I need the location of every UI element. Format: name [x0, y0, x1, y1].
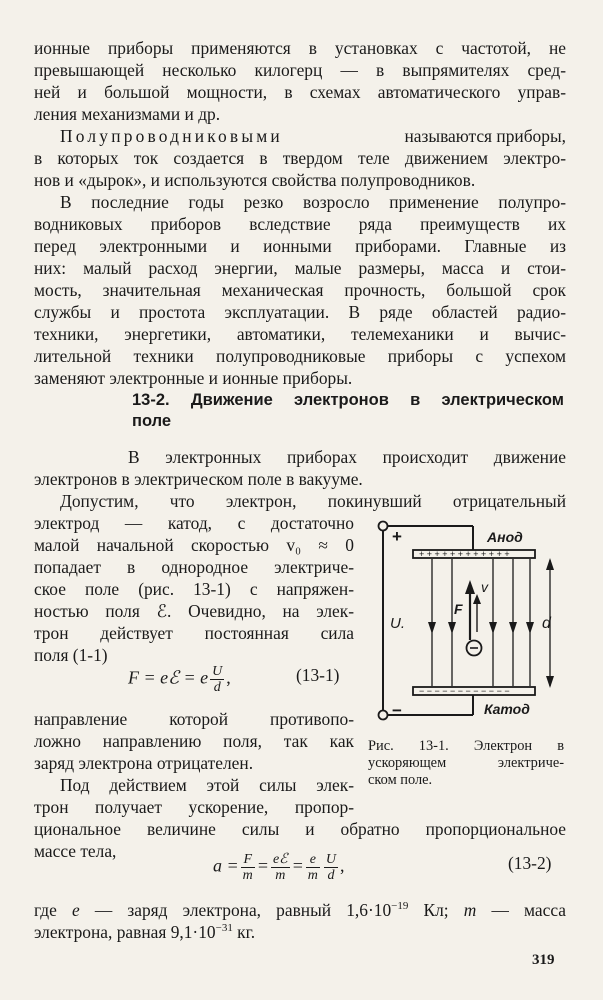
fraction-denominator: d [327, 868, 335, 883]
text-line: направление которой противопо- [34, 709, 354, 729]
text-line: В электронных приборах происходит движение [128, 447, 566, 467]
voltage-label: U. [390, 615, 405, 632]
text-line: них: малый расход энергии, малые размеры, масса и стои- [34, 258, 566, 278]
equation-13-1 [128, 664, 231, 695]
figure-electron-field [370, 510, 570, 735]
text-run: Кл; [408, 899, 464, 920]
text-line: ностью поля ℰ. Очевидно, на элек- [34, 601, 354, 621]
text-line: циональное величине силы и обратно пропорциональное [34, 819, 566, 839]
field-arrowheads [428, 622, 534, 634]
text-line: ней и большой мощности, в схемах автоматического управ- [34, 82, 566, 102]
minus-label: − [392, 701, 402, 720]
svg-text:− − − − − − − − − − − −: − − − − − − − − − − − − [419, 686, 510, 696]
text-line: превышающей несколько килогерц — в выпрямителях сред- [34, 60, 566, 80]
text-run: где [34, 899, 72, 920]
definition-rest: называются приборы, [404, 126, 566, 146]
fraction [324, 852, 338, 883]
text-run: — заряд электрона, равный 1,6·10 [79, 899, 392, 920]
text-line: нов и «дырок», и используются свойства полупроводников. [34, 170, 476, 190]
fraction-denominator: m [275, 868, 286, 883]
section-heading: 13-2. Движение электронов в электрическом [132, 391, 564, 409]
distance-label: d [542, 615, 551, 632]
electron-group [465, 580, 482, 656]
cathode-label: Катод [484, 701, 530, 717]
text-line: перед электронными и ионными приборами. Главные из [34, 236, 566, 256]
exponent: −19 [391, 900, 409, 912]
fraction-denominator: d [213, 680, 221, 695]
equation-13-2: a = $\frac{F}{m}$ = $\frac{\text{eℰ}}{m}$ = $\frac{e}{m}$ $\frac{U}{d}$ , [213, 852, 345, 883]
anode-label: Анод [487, 529, 523, 545]
fraction-numerator: eℰ [272, 852, 288, 867]
text-line: мость, значительная механическая прочность, большой срок [34, 280, 566, 300]
text-line: ления механизмами и др. [34, 104, 221, 124]
plus-label: + [392, 527, 402, 546]
text-line: электронов в электрическом поле в вакууме. [34, 469, 363, 489]
text-line: в которых ток создается в твердом теле движением электро- [34, 148, 566, 168]
fraction [241, 852, 255, 883]
force-arrowhead [465, 580, 475, 594]
equation-number: (13-2) [508, 853, 552, 873]
text-run: электрона, равная 9,1·10 [34, 921, 216, 942]
spaced-term: Полупроводниковыми [60, 126, 283, 146]
equation-number: (13-1) [296, 665, 340, 685]
figure-caption-line: ускоряющем электриче- [368, 755, 564, 771]
equation-lhs: F = eℰ = e [128, 667, 209, 688]
text-line: техники, энергетики, автоматики, телемеханики и вычис- [34, 324, 566, 344]
text-line: заменяют электронные и ионные приборы. [34, 368, 353, 388]
velocity-label: v [481, 579, 488, 595]
text-line: лительной техники полупроводниковые приборы с успехом [34, 346, 566, 366]
figure-caption-line: ском поле. [368, 772, 433, 788]
text-line: трон получает ускорение, пропор- [34, 797, 354, 817]
symbol-e: e [71, 899, 80, 920]
fraction-numerator: e [306, 852, 320, 868]
fraction [306, 852, 320, 883]
fraction [210, 664, 224, 695]
text-line: трон действует постоянная сила [34, 623, 354, 643]
text-line: службы и простота эксплуатации. В ряде областей радио- [34, 302, 566, 322]
velocity-arrowhead [473, 594, 481, 604]
terminal-plus [379, 522, 388, 531]
text-line: попадает в однородное электриче- [34, 557, 354, 577]
section-heading-cont: поле [132, 412, 172, 430]
fraction-numerator: F [241, 852, 255, 868]
text-line: Под действием этой силы элек- [60, 775, 354, 795]
text-line: В последние годы резко возросло применение полупро- [60, 192, 566, 212]
definition-first-line [60, 126, 566, 146]
fraction-numerator: U [212, 664, 223, 679]
constants-line-2 [34, 918, 566, 942]
exponent: −31 [215, 922, 233, 934]
text-line: ложно направлению поля, так как [34, 731, 354, 751]
force-label: F [454, 601, 463, 617]
fraction-denominator: m [242, 868, 253, 883]
text-line: ское поле (рис. 13-1) с напряжен- [34, 579, 354, 599]
text-run: — масса [476, 899, 566, 920]
text-line: электрод — катод, с достаточно [34, 513, 354, 533]
text-run: кг. [232, 921, 256, 942]
equation-lhs: a = [213, 855, 239, 876]
svg-text:+ + + + + + + + + + + +: + + + + + + + + + + + + [419, 549, 510, 559]
figure-caption-line: Рис. 13-1. Электрон в [368, 738, 564, 754]
text-line: поля (1-1) [34, 645, 108, 665]
text-line: Допустим, что электрон, покинувший отрицательный [60, 491, 566, 511]
fraction-denominator: m [307, 868, 318, 883]
fraction-numerator: U [325, 852, 337, 867]
symbol-m: m [463, 899, 477, 920]
text-line: массе тела, [34, 841, 117, 861]
text-line: малой начальной скоростью v₀ ≈ 0 [34, 535, 354, 555]
fraction [271, 852, 290, 883]
equation-tail: , [226, 667, 231, 688]
page-number: 319 [532, 952, 555, 968]
text-line: ионные приборы применяются в установках с частотой, не [34, 38, 566, 58]
constants-line-1 [34, 896, 566, 920]
text-line: водниковых приборов вследствие ряда преимуществ их [34, 214, 566, 234]
text-line: заряд электрона отрицателен. [34, 753, 254, 773]
terminal-minus [379, 711, 388, 720]
